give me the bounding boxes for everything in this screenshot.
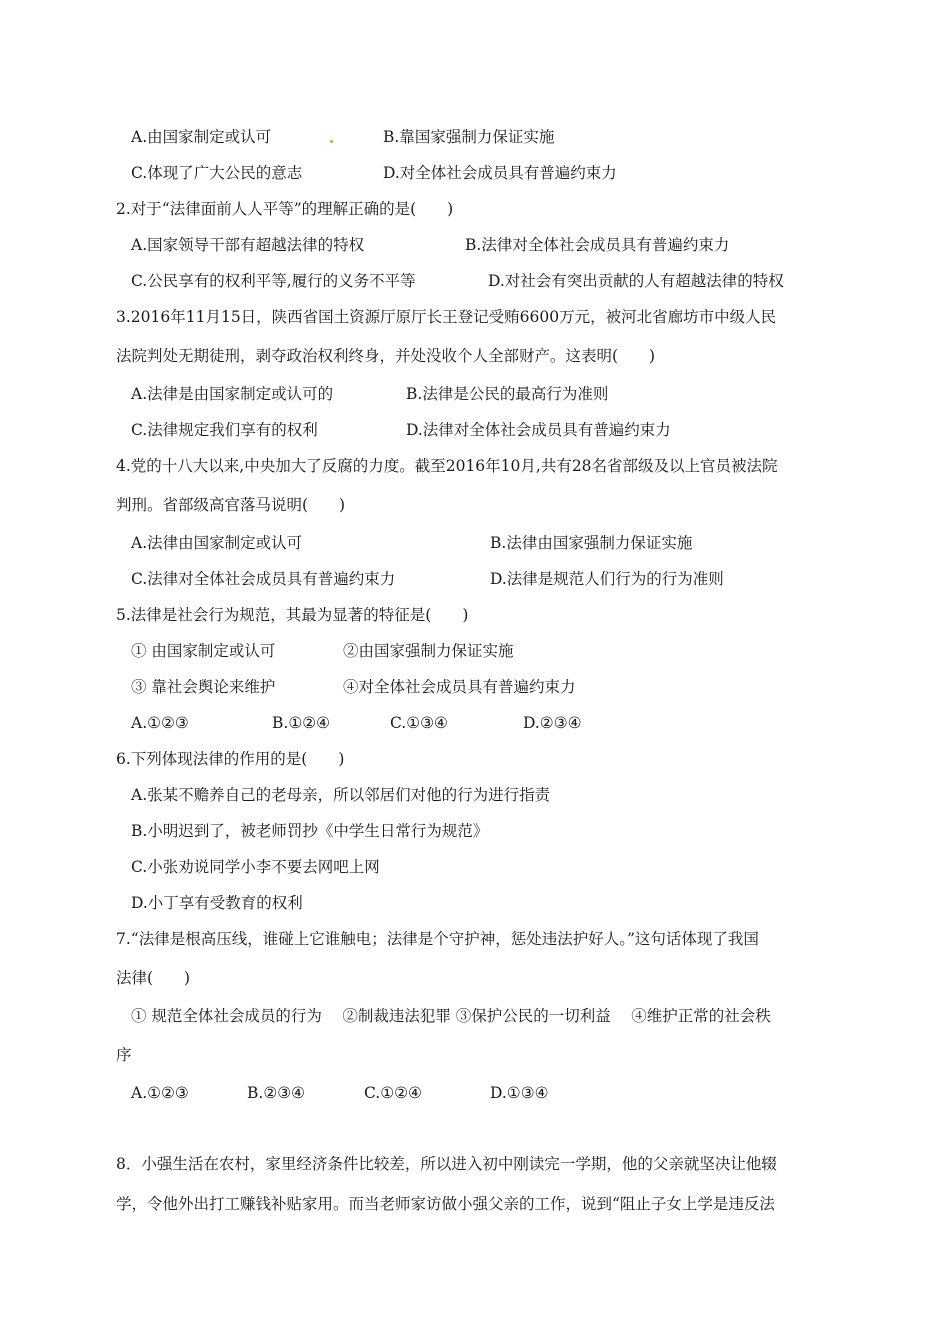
q5-option-a: A.①②③ (131, 714, 189, 732)
q4-stem-line2: 判刑。省部级高官落马说明( ) (116, 496, 346, 514)
q1-option-c: C.体现了广大公民的意志 (131, 164, 303, 182)
q5-item-1: ① 由国家制定或认可 (131, 642, 276, 660)
q8-stem-line1: 8．小强生活在农村，家里经济条件比较差，所以进入初中刚读完一学期，他的父亲就坚决让他辍 (116, 1155, 777, 1173)
q7-option-b: B.②③④ (247, 1084, 306, 1102)
q3-option-c: C.法律规定我们享有的权利 (131, 421, 318, 439)
q3-option-a: A.法律是由国家制定或认可的 (131, 385, 334, 403)
q5-option-c: C.①③④ (390, 714, 448, 732)
q6-option-a: A.张某不赡养自己的老母亲，所以邻居们对他的行为进行指责 (131, 786, 551, 804)
q7-option-c: C.①②④ (364, 1084, 422, 1102)
q4-option-d: D.法律是规范人们行为的行为准则 (490, 570, 724, 588)
q2-stem: 2.对于“法律面前人人平等”的理解正确的是( ) (116, 200, 454, 218)
q7-stem-line2: 法律( ) (116, 969, 191, 987)
q2-option-b: B.法律对全体社会成员具有普遍约束力 (465, 236, 730, 254)
q5-item-2: ②由国家强制力保证实施 (343, 642, 514, 660)
q4-option-a: A.法律由国家制定或认可 (131, 534, 303, 552)
q1-option-d: D.对全体社会成员具有普遍约束力 (383, 164, 617, 182)
q6-stem: 6.下列体现法律的作用的是( ) (116, 750, 345, 768)
q3-stem-line2: 法院判处无期徒刑，剥夺政治权利终身，并处没收个人全部财产。这表明( ) (116, 347, 656, 365)
q4-stem-line1: 4.党的十八大以来,中央加大了反腐的力度。截至2016年10月,共有28名省部级及以上官员被法院 (116, 457, 778, 475)
q3-option-b: B.法律是公民的最高行为准则 (406, 385, 609, 403)
q2-option-c: C.公民享有的权利平等,履行的义务不平等 (131, 272, 416, 290)
q1-option-a: A.由国家制定或认可 (131, 128, 272, 146)
q6-option-d: D.小丁享有受教育的权利 (131, 894, 303, 912)
q7-option-a: A.①②③ (131, 1084, 189, 1102)
q3-stem-line1: 3.2016年11月15日，陕西省国土资源厅原厅长王登记受贿6600万元，被河北省廊坊市中级人民 (116, 308, 777, 326)
q7-items-line1: ① 规范全体社会成员的行为 ②制裁违法犯罪 ③保护公民的一切利益 ④维护正常的社会秩 (131, 1007, 771, 1025)
q4-option-c: C.法律对全体社会成员具有普遍约束力 (131, 570, 396, 588)
q1-option-b: B.靠国家强制力保证实施 (383, 128, 555, 146)
q5-stem: 5.法律是社会行为规范，其最为显著的特征是( ) (116, 606, 469, 624)
q7-option-d: D.①③④ (490, 1084, 549, 1102)
q5-item-4: ④对全体社会成员具有普遍约束力 (343, 678, 576, 696)
q5-option-d: D.②③④ (523, 714, 582, 732)
q6-option-c: C.小张劝说同学小李不要去网吧上网 (131, 858, 380, 876)
q2-option-a: A.国家领导干部有超越法律的特权 (131, 236, 365, 254)
q7-items-line2: 序 (116, 1046, 132, 1064)
q5-option-b: B.①②④ (272, 714, 331, 732)
q4-option-b: B.法律由国家强制力保证实施 (490, 534, 693, 552)
q6-option-b: B.小明迟到了，被老师罚抄《中学生日常行为规范》 (131, 822, 489, 840)
q2-option-d: D.对社会有突出贡献的人有超越法律的特权 (488, 272, 784, 290)
q8-stem-line2: 学，令他外出打工赚钱补贴家用。而当老师家访做小强父亲的工作，说到“阻止子女上学是违反法 (116, 1195, 775, 1213)
q7-stem-line1: 7.“法律是根高压线，谁碰上它谁触电；法律是个守护神，惩处违法护好人。”这句话体现了我国 (116, 930, 759, 948)
q3-option-d: D.法律对全体社会成员具有普遍约束力 (406, 421, 671, 439)
q5-item-3: ③ 靠社会舆论来维护 (131, 678, 276, 696)
stray-mark (330, 140, 333, 143)
